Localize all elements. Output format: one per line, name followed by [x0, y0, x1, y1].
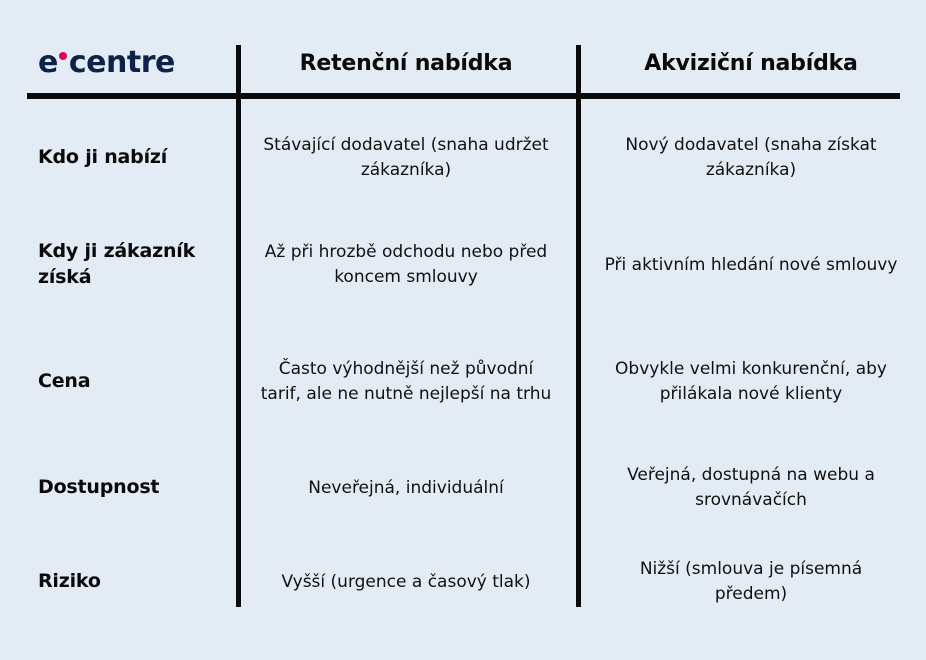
row-retention-cell: Stávající dodavatel (snaha udržet zákazníka) — [263, 135, 549, 180]
table-row — [0, 211, 926, 319]
column-header-acquisition: Akviziční nabídka — [644, 50, 858, 76]
table-header-row — [0, 34, 926, 92]
row-label: Cena — [38, 370, 91, 393]
table-body — [0, 99, 926, 619]
row-acquisition-cell: Veřejná, dostupná na webu a srovnávačích — [627, 465, 875, 510]
row-retention-cell: Často výhodnější než původní tarif, ale ne nutně nejlepší na trhu — [260, 359, 552, 404]
table-row — [0, 539, 926, 625]
row-acquisition-cell: Obvykle velmi konkurenční, aby přilákala nové klienty — [615, 359, 887, 404]
row-retention-cell: Až při hrozbě odchodu nebo před koncem smlouvy — [264, 242, 548, 287]
row-label: Kdy ji zákazník získá — [38, 240, 196, 288]
row-retention-cell: Neveřejná, individuální — [308, 477, 504, 498]
brand-logo — [0, 34, 236, 92]
row-label: Dostupnost — [38, 476, 160, 499]
table-row — [0, 445, 926, 531]
table-row — [0, 115, 926, 201]
table-row — [0, 327, 926, 437]
logo-text — [38, 45, 175, 80]
row-acquisition-cell: Nový dodavatel (snaha získat zákazníka) — [625, 135, 877, 180]
row-acquisition-cell: Nižší (smlouva je písemná předem) — [639, 559, 863, 604]
logo-text-part-two: centre — [68, 45, 175, 80]
row-label: Riziko — [38, 570, 101, 593]
row-retention-cell: Vyšší (urgence a časový tlak) — [281, 571, 531, 592]
row-acquisition-cell: Při aktivním hledání nové smlouvy — [604, 254, 898, 275]
logo-text-part-one: e — [38, 45, 58, 80]
column-header-retention: Retenční nabídka — [299, 50, 513, 76]
logo-dot-icon — [59, 52, 67, 60]
row-label: Kdo ji nabízí — [38, 146, 168, 169]
